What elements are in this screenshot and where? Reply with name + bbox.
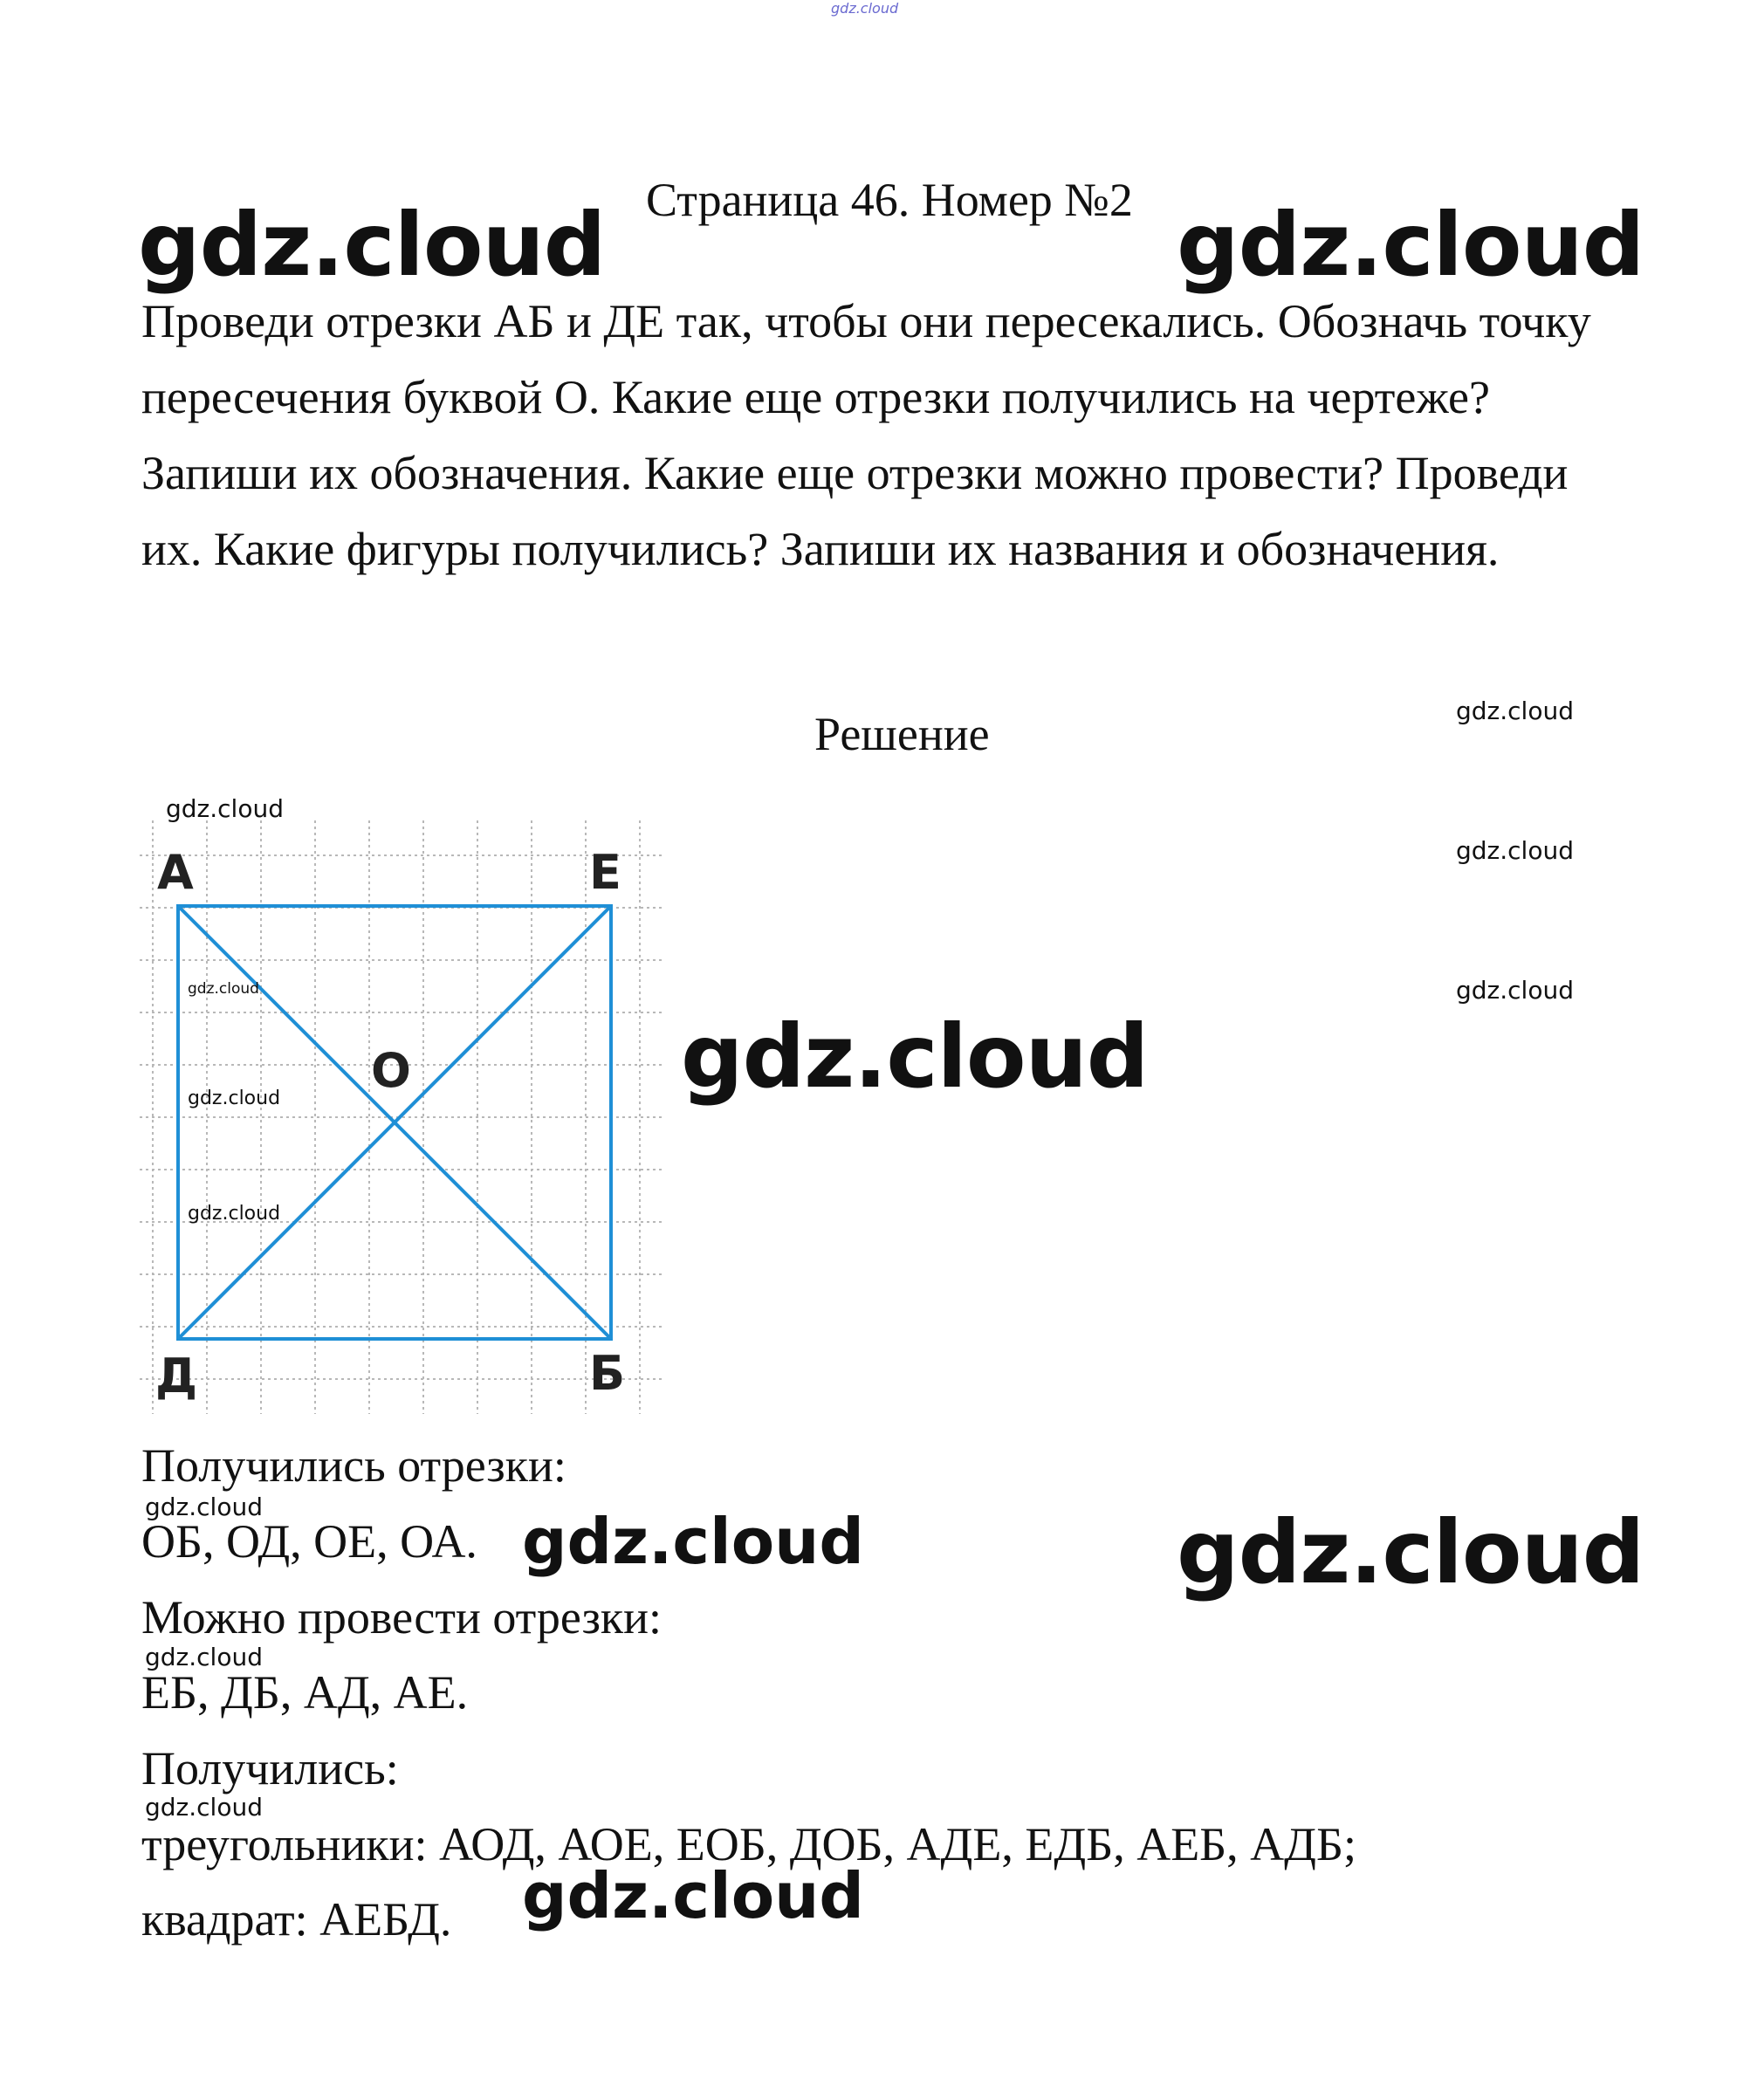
segments — [178, 906, 611, 1339]
watermark: gdz.cloud — [188, 980, 259, 998]
watermark: gdz.cloud — [522, 1505, 864, 1578]
answer-line: ЕБ, ДБ, АД, АЕ. — [141, 1666, 469, 1719]
watermark: gdz.cloud — [522, 1859, 864, 1932]
watermark: gdz.cloud — [145, 1793, 263, 1822]
watermark: gdz.cloud — [145, 1493, 263, 1521]
watermark: gdz.cloud — [138, 194, 606, 296]
problem-statement: Проведи отрезки АБ и ДЕ так, чтобы они пересекались. Обозначь точку пересечения буквой О. Какие еще отрезки получились на чертеже? Запиши их обозначения. Какие еще отрезки можно провести? Проведи их. Какие фигуры получились? Запиши их названия и обозначения. — [141, 295, 1591, 575]
watermark: gdz.cloud — [188, 1088, 281, 1109]
answer-line: Получились: — [141, 1742, 399, 1795]
answer-line: Получились отрезки: — [141, 1439, 566, 1492]
point-label-d: Д — [155, 1349, 198, 1403]
answer-line: Можно провести отрезки: — [141, 1591, 663, 1644]
answer-line: ОБ, ОД, ОЕ, ОА. — [141, 1515, 477, 1568]
point-label-b: Б — [589, 1346, 626, 1401]
watermark: gdz.cloud — [1177, 1501, 1644, 1603]
watermark: gdz.cloud — [145, 1643, 263, 1671]
watermark: gdz.cloud — [1456, 697, 1574, 725]
watermark: gdz.cloud — [681, 1005, 1149, 1108]
point-label-a: А — [157, 845, 194, 900]
watermark: gdz.cloud — [1456, 836, 1574, 865]
top-watermark: gdz.cloud — [831, 0, 899, 17]
square-diagram — [140, 820, 663, 1414]
watermark: gdz.cloud — [1456, 976, 1574, 1005]
solution-heading: Решение — [814, 708, 990, 760]
page-title: Страница 46. Номер №2 — [646, 174, 1133, 226]
watermark: gdz.cloud — [166, 794, 284, 823]
answer-line: треугольники: АОД, АОЕ, ЕОБ, ДОБ, АДЕ, ЕДБ, АЕБ, АДБ; — [141, 1818, 1357, 1870]
point-label-o: О — [371, 1043, 411, 1098]
answer-line: квадрат: АЕБД. — [141, 1893, 452, 1946]
watermark: gdz.cloud — [1177, 194, 1644, 296]
point-label-e: Е — [589, 845, 621, 900]
watermark: gdz.cloud — [188, 1203, 281, 1225]
